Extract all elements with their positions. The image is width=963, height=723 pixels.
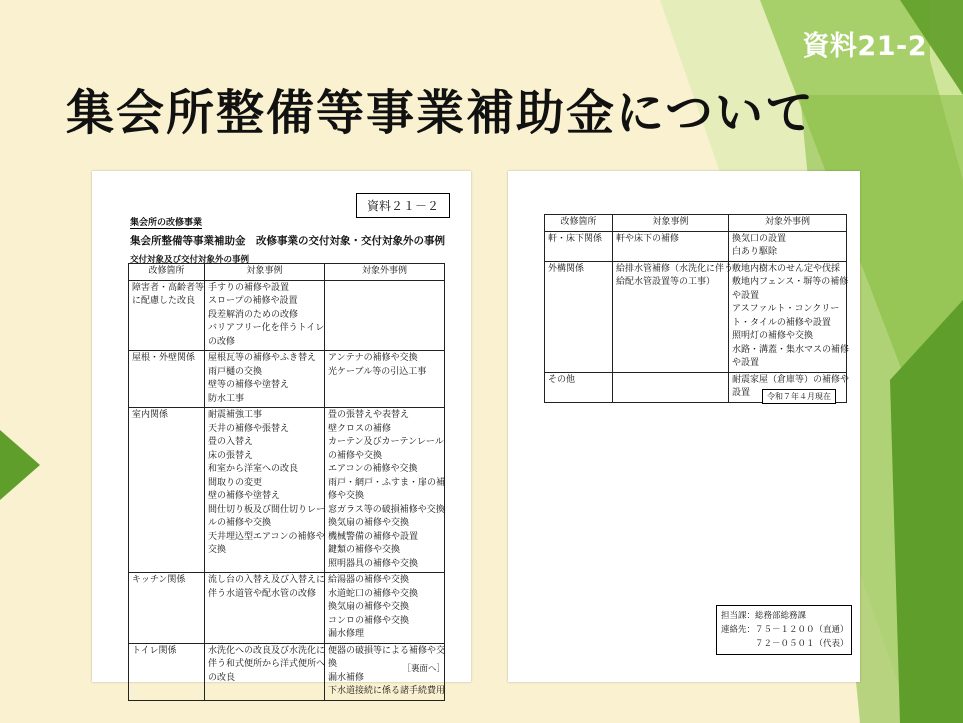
cell-line: 下水道接続に係る諸手続費用 (328, 686, 446, 696)
cell-line: 軒や床下の補修 (616, 233, 680, 244)
cell-line: アスファルト・コンクリー (732, 304, 840, 314)
section-heading: 集会所の改修事業 (130, 215, 202, 229)
table-header-row (545, 215, 847, 232)
cell-line: 間仕切り板及び間仕切りレー (208, 504, 326, 515)
cell-area (545, 372, 613, 402)
cell-line: の補修や交換 (328, 450, 383, 461)
cell-line: 軒・床下関係 (548, 233, 603, 244)
column-header-ineligible: 対象外事例 (325, 264, 445, 281)
cell-line: トイレ関係 (132, 645, 177, 656)
cell-eligible (613, 372, 729, 402)
scanned-page-right (508, 171, 860, 682)
table-header-row (129, 264, 445, 281)
column-header-area: 改修箇所 (545, 215, 613, 232)
cell-area (129, 408, 205, 573)
cell-line: の改良 (208, 672, 236, 683)
contact-box (716, 605, 852, 655)
cell-line: バリアフリー化を伴うトイレ (208, 323, 325, 333)
cell-line: 設置 (732, 388, 751, 398)
cell-line: 窓ガラス等の破損補修や交換 (328, 504, 445, 515)
cell-line: 和室から洋室への改良 (208, 464, 299, 474)
cell-line: キッチン関係 (132, 575, 186, 585)
cell-line: 天井埋込型エアコンの補修や (208, 531, 325, 542)
cell-line: 漏水補修 (328, 672, 365, 683)
column-header-ineligible: 対象外事例 (729, 215, 847, 232)
cell-line: 耐震家屋（倉庫等）の補修や (732, 374, 850, 385)
table-row (129, 351, 445, 408)
cell-line: 天井の補修や張替え (208, 423, 290, 434)
cell-line: 交換 (208, 545, 227, 555)
cell-eligible (613, 231, 729, 261)
cell-line: 換気口の設置 (732, 233, 787, 244)
cell-eligible (205, 408, 325, 573)
cell-line: 屋根瓦等の補修やふき替え (208, 353, 317, 363)
cell-eligible (613, 261, 734, 372)
page-heading: 集会所整備等事業補助金 改修事業の交付対象・交付対象外の事例 (130, 235, 445, 247)
cell-line: 照明灯の補修や交換 (732, 331, 814, 341)
cell-line: 敷地内フェンス・塀等の補修 (732, 277, 849, 287)
column-header-area: 改修箇所 (129, 264, 205, 281)
cell-line: 耐震補強工事 (208, 410, 263, 420)
column-header-eligible: 対象事例 (613, 215, 729, 232)
eligibility-table-right (544, 214, 850, 403)
cell-eligible (205, 643, 325, 700)
cell-line: 給湯器の補修や交換 (328, 575, 410, 585)
cell-line: 間取りの変更 (208, 477, 263, 488)
cell-line: 室内関係 (132, 410, 169, 420)
cell-line: に配慮した改良 (132, 296, 196, 306)
table-row (129, 573, 445, 644)
cell-area (545, 231, 613, 261)
cell-line: 便器の破損等による補修や交 (328, 645, 446, 656)
table-row (545, 261, 847, 372)
cell-line: ト・タイルの補修や設置 (732, 317, 831, 328)
cell-ineligible (325, 351, 445, 408)
document-number-label: 資料21-2 (802, 31, 927, 62)
cell-line: 防水工事 (208, 393, 245, 404)
cell-area (129, 643, 205, 700)
cell-line: 光ケーブル等の引込工事 (328, 366, 427, 377)
eligibility-table-left (128, 263, 445, 701)
cell-line: 伴う水道管や配水管の改修 (208, 588, 317, 599)
cell-line: 漏水修理 (328, 629, 365, 639)
cell-line: 修や交換 (328, 491, 365, 501)
cell-line: 換気扇の補修や交換 (328, 518, 410, 528)
cell-line: 段差解消のための改修 (208, 309, 299, 320)
cell-area (129, 280, 205, 351)
cell-line: 雨戸樋の交換 (208, 366, 263, 377)
cell-line: 壁の補修や塗替え (208, 491, 281, 501)
cell-line: 換 (328, 659, 338, 669)
cell-line: 水道蛇口の補修や交換 (328, 588, 419, 599)
cell-line: 手すりの補修や設置 (208, 282, 290, 293)
cell-line: 換気扇の補修や交換 (328, 602, 410, 612)
cell-line: 床の張替え (208, 450, 254, 461)
cell-line: 水洗化への改良及び水洗化に (208, 645, 326, 656)
cell-area (129, 351, 205, 408)
cell-line: や設置 (732, 358, 760, 368)
contact-line: 連絡先：７５－１２００（直通） (721, 625, 849, 635)
cell-ineligible (729, 231, 847, 261)
cell-line: 給排水管補修（水洗化に伴う (616, 263, 734, 274)
cell-line: 外構関係 (548, 263, 585, 274)
cell-eligible (205, 351, 325, 408)
cell-line: 流し台の入替え及び入替えに (208, 575, 326, 585)
cell-line: 照明器具の補修や交換 (328, 558, 419, 569)
cell-line: スロープの補修や設置 (208, 296, 298, 306)
cell-line: 畳の入替え (208, 437, 254, 447)
cell-eligible (205, 573, 325, 644)
cell-line: 機械警備の補修や設置 (328, 531, 419, 542)
cell-line: カーテン及びカーテンレール (328, 437, 444, 447)
table-row (545, 231, 847, 261)
table-row (129, 643, 445, 700)
scanned-page-left (92, 171, 471, 696)
cell-line: 屋根・外壁関係 (132, 353, 196, 363)
cell-ineligible (729, 261, 850, 372)
cell-line: 水路・溝蓋・集水マスの補修 (732, 344, 850, 355)
slide-title: 集会所整備等事業補助金について (66, 85, 816, 141)
cell-ineligible (325, 573, 445, 644)
document-stamp: 資料２１－２ (356, 193, 450, 218)
cell-line: や設置 (732, 290, 760, 301)
cell-area (129, 573, 205, 644)
cell-line: ルの補修や交換 (208, 518, 272, 528)
cell-line: 壁クロスの補修 (328, 423, 392, 434)
cell-line: その他 (548, 374, 576, 385)
table-row (129, 408, 445, 573)
cell-line: 壁等の補修や塗替え (208, 380, 290, 390)
table-caption: 交付対象及び交付対象外の事例 (130, 255, 250, 265)
table-row (129, 280, 445, 351)
turn-over-note: ［裏面へ］ (402, 664, 445, 674)
cell-line: 白あり駆除 (732, 247, 778, 257)
cell-line: 雨戸・網戸・ふすま・扉の補 (328, 477, 446, 488)
cell-area (545, 261, 613, 372)
column-header-eligible: 対象事例 (205, 264, 325, 281)
cell-line: 敷地内樹木のせん定や伐採 (732, 263, 841, 274)
cell-line: 畳の張替えや表替え (328, 410, 410, 420)
cell-ineligible (325, 408, 445, 573)
date-note: 令和７年４月現在 (762, 389, 836, 404)
cell-line: エアコンの補修や交換 (328, 464, 418, 474)
cell-line: アンテナの補修や交換 (328, 353, 418, 363)
cell-line: の改修 (208, 336, 236, 347)
cell-line: 給配水管設置等の工事） (616, 277, 716, 287)
contact-line: 担当課：総務部総務課 (721, 611, 807, 621)
cell-line: 障害者・高齢者等 (132, 282, 205, 293)
cell-ineligible (325, 280, 445, 351)
cell-line: 伴う和式便所から洋式便所へ (208, 659, 326, 669)
contact-line: ７２－０５０１（代表） (721, 639, 849, 649)
cell-line: 鍵類の補修や交換 (328, 545, 401, 555)
cell-line: コンロの補修や交換 (328, 615, 410, 626)
cell-eligible (205, 280, 325, 351)
